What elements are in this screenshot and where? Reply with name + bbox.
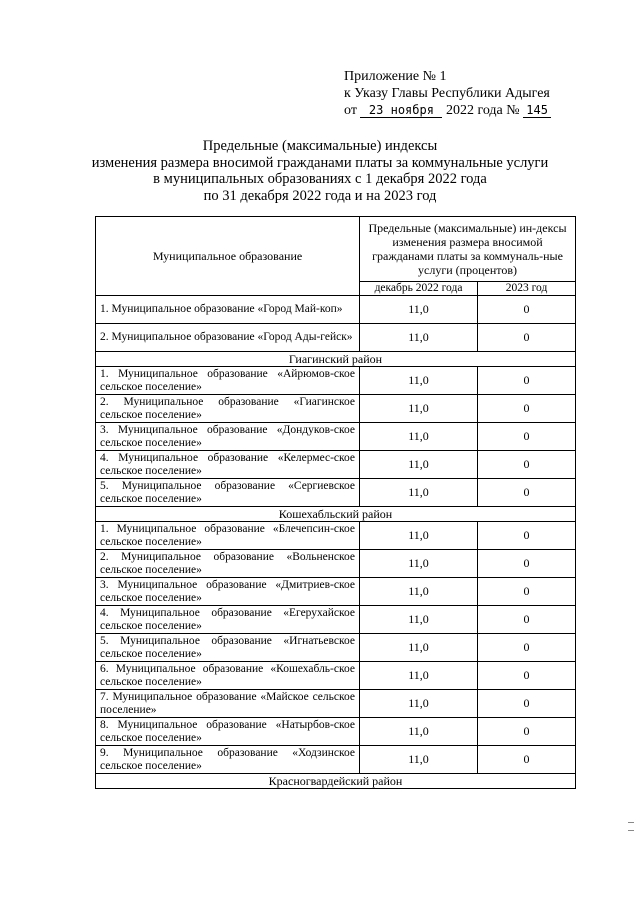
appendix-reference: к Указу Главы Республики Адыгея	[344, 86, 550, 101]
municipality-cell: 6. Муниципальное образование «Кошехабль-ское сельское поселение»	[96, 662, 360, 690]
dec-2022-value: 11,0	[360, 296, 478, 324]
table-row	[96, 479, 576, 507]
municipality-cell: 1. Муниципальное образование «Айрюмов-ское сельское поселение»	[96, 367, 360, 395]
value-2023: 0	[478, 606, 576, 634]
table-row	[96, 690, 576, 718]
table-row	[96, 578, 576, 606]
dec-2022-value: 11,0	[360, 606, 478, 634]
municipality-cell: 1. Муниципальное образование «Город Май-коп»	[96, 296, 360, 324]
table-row	[96, 662, 576, 690]
dec-2022-value: 11,0	[360, 479, 478, 507]
dec-2022-value: 11,0	[360, 746, 478, 774]
dec-2022-value: 11,0	[360, 634, 478, 662]
municipality-cell: 8. Муниципальное образование «Натырбов-ское сельское поселение»	[96, 718, 360, 746]
district-row	[96, 507, 576, 522]
municipality-cell: 1. Муниципальное образование «Блечепсин-ское сельское поселение»	[96, 522, 360, 550]
value-2023: 0	[478, 746, 576, 774]
page-edge-mark	[628, 830, 634, 831]
municipality-cell: 5. Муниципальное образование «Игнатьевское сельское поселение»	[96, 634, 360, 662]
dec-2022-value: 11,0	[360, 395, 478, 423]
district-name: Гиагинский район	[96, 352, 576, 367]
dec-2022-value: 11,0	[360, 522, 478, 550]
table-header-row	[96, 217, 576, 282]
table-row	[96, 634, 576, 662]
title-line: в муниципальных образованиях с 1 декабря 2022 года	[153, 171, 487, 187]
value-2023: 0	[478, 578, 576, 606]
municipality-cell: 2. Муниципальное образование «Город Ады-гейск»	[96, 324, 360, 352]
table-row	[96, 522, 576, 550]
municipality-cell: 5. Муниципальное образование «Сергиевское сельское поселение»	[96, 479, 360, 507]
municipality-cell: 2. Муниципальное образование «Вольненское сельское поселение»	[96, 550, 360, 578]
value-2023: 0	[478, 451, 576, 479]
value-2023: 0	[478, 324, 576, 352]
appendix-title: Приложение № 1	[344, 69, 447, 84]
table-row	[96, 423, 576, 451]
value-2023: 0	[478, 423, 576, 451]
dec-2022-value: 11,0	[360, 662, 478, 690]
table-row	[96, 718, 576, 746]
district-name: Красногвардейский район	[96, 774, 576, 789]
title-line: Предельные (максимальные) индексы	[202, 138, 438, 154]
year-suffix: 2022 года №	[445, 103, 520, 118]
table-row	[96, 550, 576, 578]
value-2023: 0	[478, 479, 576, 507]
value-2023: 0	[478, 718, 576, 746]
table-row	[96, 296, 576, 324]
municipality-cell: 3. Муниципальное образование «Дмитриев-ское сельское поселение»	[96, 578, 360, 606]
district-row	[96, 774, 576, 789]
document-title	[60, 138, 580, 204]
dec-2022-value: 11,0	[360, 550, 478, 578]
dec-2022-value: 11,0	[360, 423, 478, 451]
municipality-cell: 9. Муниципальное образование «Ходзинское сельское поселение»	[96, 746, 360, 774]
header-municipality: Муниципальное образование	[96, 217, 360, 296]
appendix-date-line	[344, 102, 604, 119]
value-2023: 0	[478, 550, 576, 578]
value-2023: 0	[478, 662, 576, 690]
district-row	[96, 352, 576, 367]
page-edge-mark	[628, 822, 634, 823]
table-row	[96, 395, 576, 423]
value-2023: 0	[478, 296, 576, 324]
municipality-cell: 2. Муниципальное образование «Гиагинское сельское поселение»	[96, 395, 360, 423]
dec-2022-value: 11,0	[360, 367, 478, 395]
handwritten-number: 145	[523, 104, 551, 118]
table-row	[96, 451, 576, 479]
value-2023: 0	[478, 522, 576, 550]
dec-2022-value: 11,0	[360, 718, 478, 746]
header-2023: 2023 год	[478, 282, 576, 296]
date-prefix: от	[344, 103, 357, 118]
dec-2022-value: 11,0	[360, 324, 478, 352]
table-row	[96, 367, 576, 395]
municipality-cell: 4. Муниципальное образование «Егерухайское сельское поселение»	[96, 606, 360, 634]
municipality-cell: 3. Муниципальное образование «Дондуков-ское сельское поселение»	[96, 423, 360, 451]
header-dec-2022: декабрь 2022 года	[360, 282, 478, 296]
value-2023: 0	[478, 367, 576, 395]
header-index: Предельные (максимальные) ин-дексы изменения размера вносимой гражданами платы за коммуналь-ные услуги (процентов)	[360, 217, 576, 282]
table-row	[96, 324, 576, 352]
index-table	[95, 216, 576, 789]
municipality-cell: 7. Муниципальное образование «Майское сельское поселение»	[96, 690, 360, 718]
dec-2022-value: 11,0	[360, 578, 478, 606]
dec-2022-value: 11,0	[360, 690, 478, 718]
district-name: Кошехабльский район	[96, 507, 576, 522]
title-line: изменения размера вносимой гражданами платы за коммунальные услуги	[91, 154, 549, 171]
dec-2022-value: 11,0	[360, 451, 478, 479]
table-row	[96, 746, 576, 774]
value-2023: 0	[478, 690, 576, 718]
appendix-header	[344, 68, 604, 119]
value-2023: 0	[478, 634, 576, 662]
municipality-cell: 4. Муниципальное образование «Келермес-ское сельское поселение»	[96, 451, 360, 479]
table-row	[96, 606, 576, 634]
handwritten-date: 23 ноября	[360, 104, 442, 118]
value-2023: 0	[478, 395, 576, 423]
title-line: по 31 декабря 2022 года и на 2023 год	[203, 187, 437, 204]
